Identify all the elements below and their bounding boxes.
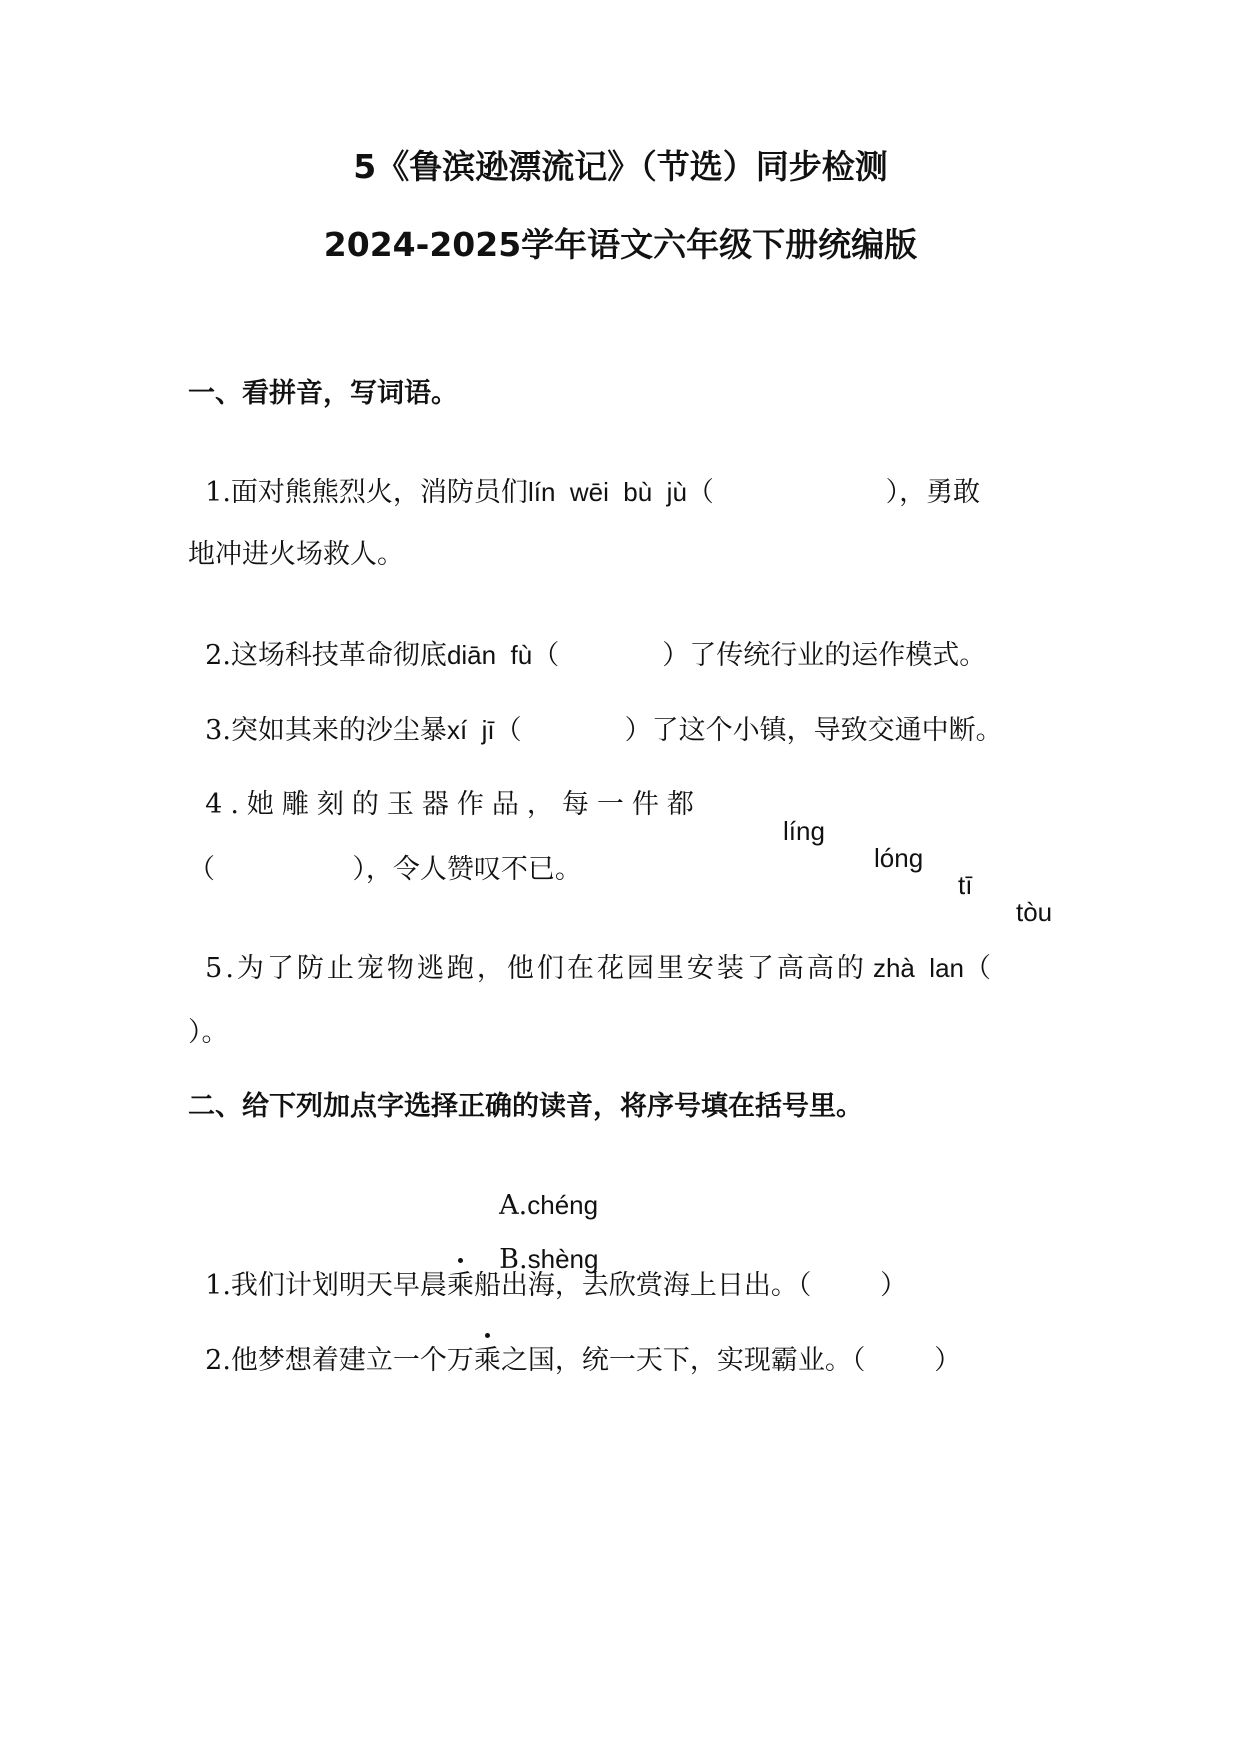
- question-1-1-continued: 地冲进火场救人。: [188, 539, 404, 570]
- q1-4-pinyin-1: líng: [783, 816, 825, 846]
- q1-3-blank: （ ）了这个小镇，导致交通中断。: [494, 715, 1003, 746]
- question-2-2: [188, 1320, 961, 1374]
- q2-1-text: 1.我们计划明天早晨: [205, 1270, 447, 1301]
- q2-2-dotted-char: 乘: [473, 1345, 501, 1376]
- q2-2-text: 2.他梦想着建立一个万: [205, 1345, 474, 1376]
- q1-1-text: 1.面对熊熊烈火，消防员们: [205, 477, 528, 508]
- section-two-heading: 二、给下列加点字选择正确的读音，将序号填在括号里。: [188, 1091, 863, 1122]
- question-1-1: [188, 452, 980, 506]
- q1-1-pinyin: lín wēi bù jù: [527, 477, 687, 507]
- q1-3-pinyin: xí jī: [446, 715, 495, 745]
- option-b-label: B.: [499, 1244, 528, 1275]
- q1-3-text: 3.突如其来的沙尘暴: [205, 715, 447, 746]
- section-one-heading: 一、看拼音，写词语。: [188, 378, 458, 409]
- q1-1-blank: （ ），勇敢: [686, 477, 981, 508]
- question-1-4: [188, 764, 1053, 927]
- question-1-5-continued: ）。: [188, 1017, 229, 1048]
- question-1-2: [188, 615, 986, 669]
- q1-4-pinyin-3: tī: [958, 870, 973, 900]
- q1-5-text: 5.为了防止宠物逃跑，他们在花园里安装了高高的: [205, 953, 867, 984]
- q1-4-text: 4.她雕刻的玉器作品，每一件都: [205, 789, 702, 820]
- q2-1-dotted-char: 乘: [446, 1270, 474, 1301]
- q1-4-pinyin-4: tòu: [1016, 897, 1053, 927]
- question-2-1: [188, 1245, 907, 1299]
- q1-2-text: 2.这场科技革命彻底: [205, 640, 447, 671]
- q1-4-pinyin-2: lóng: [874, 843, 924, 873]
- q1-2-pinyin: diān fù: [446, 640, 533, 670]
- option-b-pinyin: shèng: [527, 1244, 599, 1274]
- q1-5-paren: （: [964, 953, 992, 984]
- question-1-5: [188, 928, 991, 982]
- q1-2-blank: （ ）了传统行业的运作模式。: [532, 640, 987, 671]
- q2-2-text-rest: 之国，统一天下，实现霸业。（ ）: [500, 1345, 962, 1376]
- option-a-label: A.: [499, 1190, 528, 1221]
- page-title: 5《鲁滨逊漂流记》（节选）同步检测: [353, 147, 888, 186]
- page-subtitle: 2024-2025学年语文六年级下册统编版: [323, 225, 918, 264]
- q2-1-text-rest: 船出海，去欣赏海上日出。（ ）: [473, 1270, 908, 1301]
- question-1-4-continued: （ ），令人赞叹不已。: [188, 854, 582, 885]
- option-a-pinyin: chéng: [527, 1190, 599, 1220]
- q1-5-pinyin: zhà lan: [872, 953, 965, 983]
- question-1-3: [188, 690, 1003, 744]
